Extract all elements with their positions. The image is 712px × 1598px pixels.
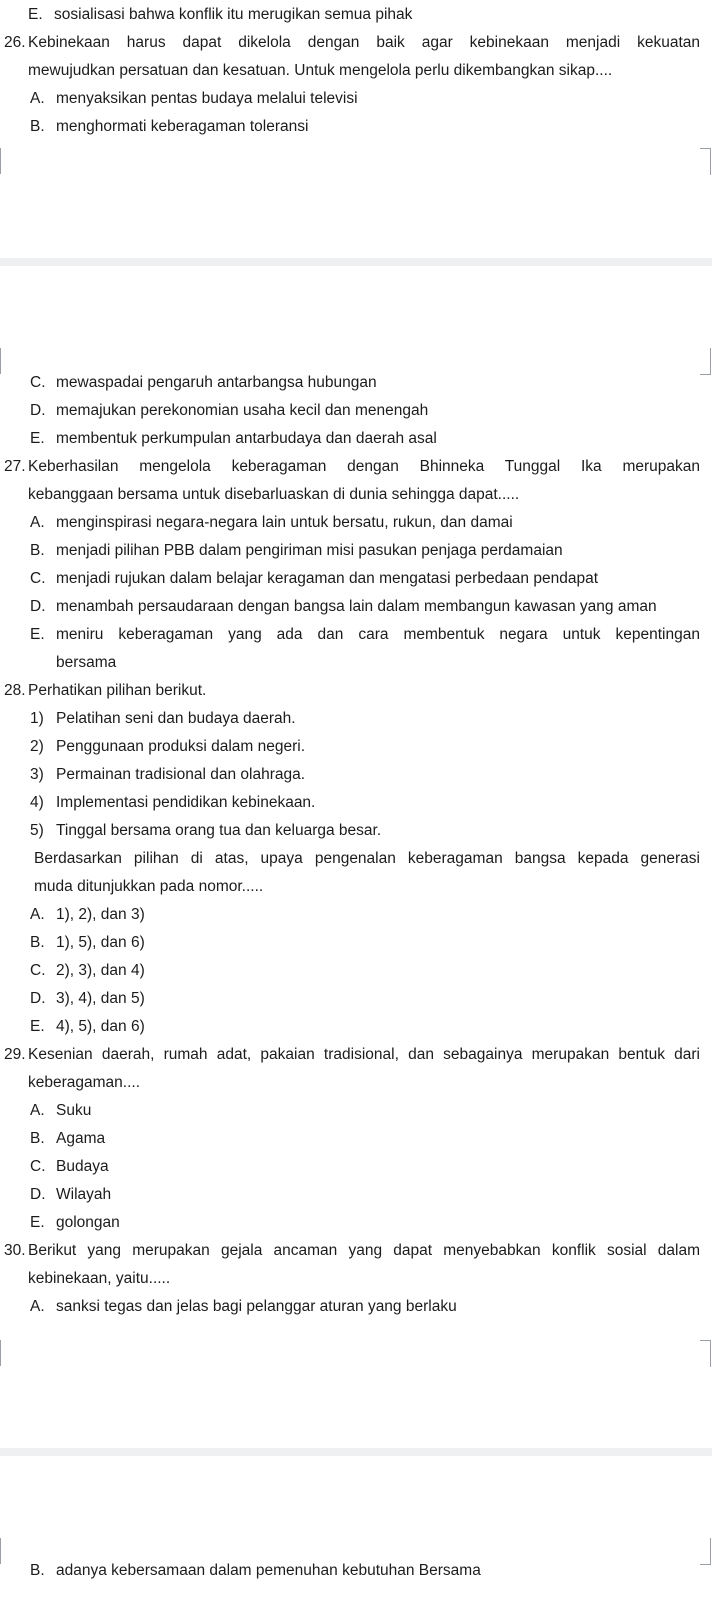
item-text: Penggunaan produksi dalam negeri. xyxy=(56,738,306,755)
option-text: Budaya xyxy=(56,1158,109,1175)
option-d xyxy=(30,401,428,421)
option-letter: A. xyxy=(30,1298,45,1315)
page-gap xyxy=(0,1448,712,1456)
page-corner-left xyxy=(0,348,11,374)
option-text: menjadi pilihan PBB dalam pengiriman misi pasukan penjaga perdamaian xyxy=(56,542,563,559)
question-stem-line2: kebanggaan bersama untuk disebarluaskan di dunia sehingga dapat..... xyxy=(28,486,520,503)
page-corner-right xyxy=(700,348,711,375)
option-c xyxy=(30,373,377,393)
option-text: adanya kebersamaan dalam pemenuhan kebutuhan Bersama xyxy=(56,1562,481,1579)
question-number: 28. xyxy=(4,682,26,699)
option-a xyxy=(30,513,513,533)
option-letter: D. xyxy=(30,990,46,1007)
option-text: 3), 4), dan 5) xyxy=(56,990,145,1007)
q25-option-e xyxy=(28,5,412,25)
question-number: 29. xyxy=(4,1046,26,1063)
item-text: Pelatihan seni dan budaya daerah. xyxy=(56,710,296,727)
option-letter: E. xyxy=(30,1018,45,1035)
option-d xyxy=(30,597,657,617)
item-text: Tinggal bersama orang tua dan keluarga besar. xyxy=(56,822,382,839)
option-d xyxy=(30,989,145,1009)
option-text: menambah persaudaraan dengan bangsa lain dalam membangun kawasan yang aman xyxy=(56,598,657,615)
option-text: Suku xyxy=(56,1102,92,1119)
question-stem: 28. Perhatikan pilihan berikut. xyxy=(4,682,207,699)
option-text: meniru keberagaman yang ada dan cara membentuk negara untuk kepentingan xyxy=(56,626,700,643)
option-text: menjadi rujukan dalam belajar keragaman dan mengatasi perbedaan pendapat xyxy=(56,570,599,587)
list-item xyxy=(30,821,381,841)
option-letter: E. xyxy=(30,430,45,447)
option-c xyxy=(30,961,145,981)
item-number: 2) xyxy=(30,738,44,755)
item-number: 4) xyxy=(30,794,44,811)
option-e xyxy=(30,429,437,449)
option-letter: B. xyxy=(30,1130,45,1147)
option-text: menyaksikan pentas budaya melalui televisi xyxy=(56,90,358,107)
page-corner-right xyxy=(700,1340,711,1367)
page-corner-right xyxy=(700,148,711,175)
option-a xyxy=(30,1101,91,1121)
question-stem-line2: mewujudkan persatuan dan kesatuan. Untuk mengelola perlu dikembangkan sikap.... xyxy=(28,62,613,79)
question-stem-line1: Berikut yang merupakan gejala ancaman yang dapat menyebabkan konflik sosial dalam xyxy=(28,1242,700,1259)
page-corner-left xyxy=(0,148,11,174)
page-corner-left xyxy=(0,1538,11,1564)
option-letter: C. xyxy=(30,374,46,391)
option-text: menghormati keberagaman toleransi xyxy=(56,118,309,135)
option-letter: B. xyxy=(30,542,45,559)
option-text: 1), 5), dan 6) xyxy=(56,934,145,951)
option-b xyxy=(30,541,563,561)
option-a xyxy=(30,905,145,925)
option-b xyxy=(30,1561,481,1581)
item-number: 3) xyxy=(30,766,44,783)
option-letter: C. xyxy=(30,1158,46,1175)
option-e xyxy=(30,1017,145,1037)
item-text: Implementasi pendidikan kebinekaan. xyxy=(56,794,316,811)
option-letter: D. xyxy=(30,598,46,615)
option-e xyxy=(30,625,700,645)
option-letter: E. xyxy=(30,1214,45,1231)
question-number: 30. xyxy=(4,1242,26,1259)
option-letter: C. xyxy=(30,570,46,587)
option-letter: D. xyxy=(30,1186,46,1203)
option-text: membentuk perkumpulan antarbudaya dan daerah asal xyxy=(56,430,437,447)
option-text: 1), 2), dan 3) xyxy=(56,906,145,923)
option-c xyxy=(30,569,598,589)
option-text: Wilayah xyxy=(56,1186,112,1203)
option-b xyxy=(30,933,145,953)
option-c xyxy=(30,1157,109,1177)
item-number: 1) xyxy=(30,710,44,727)
option-text: menginspirasi negara-negara lain untuk bersatu, rukun, dan damai xyxy=(56,514,513,531)
question-stem-line1: Kebinekaan harus dapat dikelola dengan baik agar kebinekaan menjadi kekuatan xyxy=(28,34,700,51)
option-e xyxy=(30,1213,120,1233)
list-item xyxy=(30,737,305,757)
option-letter: B. xyxy=(30,934,45,951)
option-b xyxy=(30,117,308,137)
option-letter: B. xyxy=(30,118,45,135)
option-text: golongan xyxy=(56,1214,120,1231)
option-letter: A. xyxy=(30,1102,45,1119)
item-text: Permainan tradisional dan olahraga. xyxy=(56,766,306,783)
question-stem-line1: Kesenian daerah, rumah adat, pakaian tradisional, dan sebagainya merupakan bentuk dari xyxy=(28,1046,700,1063)
option-text: sanksi tegas dan jelas bagi pelanggar aturan yang berlaku xyxy=(56,1298,457,1315)
option-letter: B. xyxy=(30,1562,45,1579)
option-text: Agama xyxy=(56,1130,106,1147)
option-letter: D. xyxy=(30,402,46,419)
question-prompt-line1: Berdasarkan pilihan di atas, upaya pengenalan keberagaman bangsa kepada generasi xyxy=(34,850,700,867)
question-stem-line1: Keberhasilan mengelola keberagaman dengan Bhinneka Tunggal Ika merupakan xyxy=(28,458,700,475)
option-text: mewaspadai pengaruh antarbangsa hubungan xyxy=(56,374,377,391)
list-item xyxy=(30,709,296,729)
option-a xyxy=(30,89,358,109)
list-item xyxy=(30,765,305,785)
question-prompt-line2: muda ditunjukkan pada nomor..... xyxy=(34,878,264,895)
option-e-continued: bersama xyxy=(56,654,117,671)
option-text: memajukan perekonomian usaha kecil dan menengah xyxy=(56,402,429,419)
option-letter: E. xyxy=(28,6,43,23)
option-letter: E. xyxy=(30,626,45,643)
option-text: 4), 5), dan 6) xyxy=(56,1018,145,1035)
question-number: 27. xyxy=(4,458,26,475)
option-d xyxy=(30,1185,111,1205)
item-number: 5) xyxy=(30,822,44,839)
question-number: 26. xyxy=(4,34,26,51)
option-text: 2), 3), dan 4) xyxy=(56,962,145,979)
page-corner-right xyxy=(700,1538,711,1565)
option-letter: A. xyxy=(30,514,45,531)
option-a xyxy=(30,1297,457,1317)
list-item xyxy=(30,793,315,813)
page-corner-left xyxy=(0,1340,11,1366)
question-stem-line2: keberagaman.... xyxy=(28,1074,141,1091)
page-gap xyxy=(0,258,712,266)
option-letter: C. xyxy=(30,962,46,979)
option-letter: A. xyxy=(30,90,45,107)
option-letter: A. xyxy=(30,906,45,923)
option-text: sosialisasi bahwa konflik itu merugikan semua pihak xyxy=(54,6,413,23)
question-stem-line2: kebinekaan, yaitu..... xyxy=(28,1270,171,1287)
option-b xyxy=(30,1129,105,1149)
